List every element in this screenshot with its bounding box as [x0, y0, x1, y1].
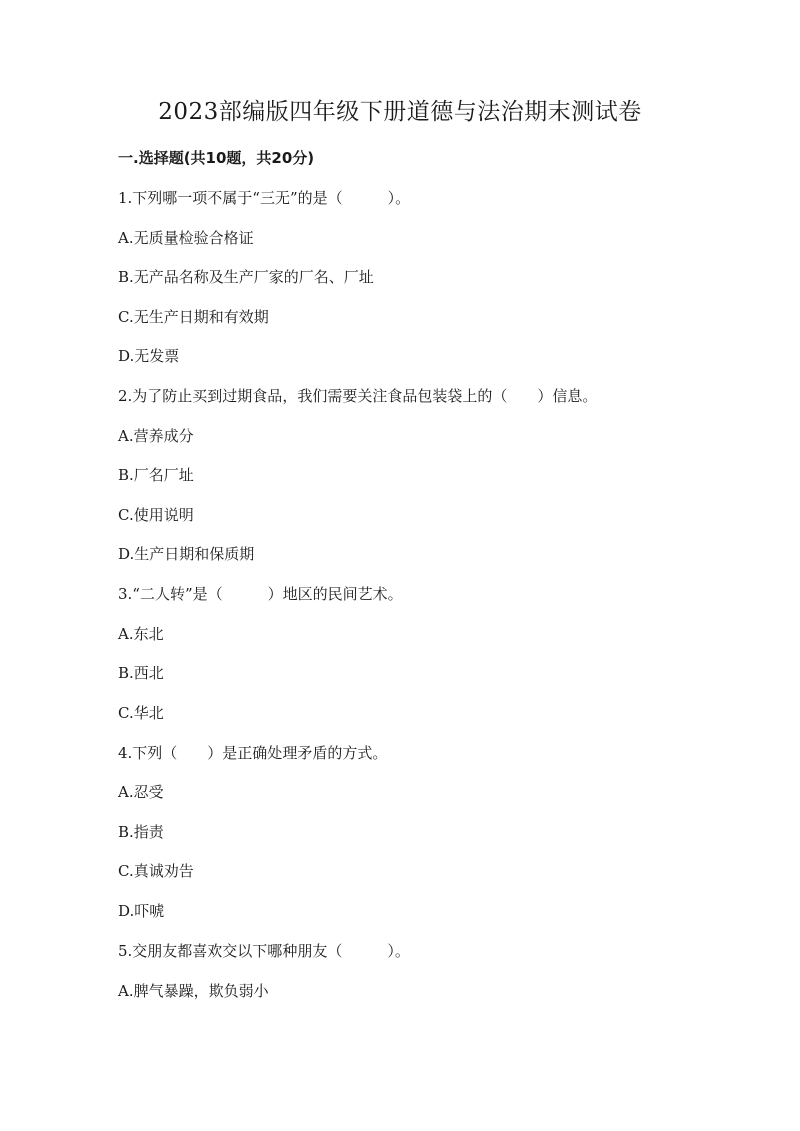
question-1-option-b: B.无产品名称及生产厂家的厂名、厂址: [118, 268, 374, 286]
question-1-stem: 1.下列哪一项不属于“三无”的是（ ）。: [118, 189, 411, 207]
question-4-option-c: C.真诚劝告: [118, 862, 194, 880]
question-4-option-d: D.吓唬: [118, 902, 165, 920]
question-5-option-a: A.脾气暴躁，欺负弱小: [118, 982, 269, 1000]
question-2-option-d: D.生产日期和保质期: [118, 545, 255, 563]
question-4-stem: 4.下列（ ）是正确处理矛盾的方式。: [118, 744, 388, 762]
question-2-stem: 2.为了防止买到过期食品，我们需要关注食品包装袋上的（ ）信息。: [118, 387, 598, 405]
question-5-stem: 5.交朋友都喜欢交以下哪种朋友（ ）。: [118, 942, 410, 960]
question-2-option-a: A.营养成分: [118, 427, 194, 445]
question-1-option-a: A.无质量检验合格证: [118, 229, 254, 247]
question-1-option-c: C.无生产日期和有效期: [118, 308, 269, 326]
question-1-option-d: D.无发票: [118, 347, 180, 365]
question-3-option-c: C.华北: [118, 704, 164, 722]
page-title: 2023部编版四年级下册道德与法治期末测试卷: [158, 99, 642, 125]
question-2-option-b: B.厂名厂址: [118, 466, 194, 484]
question-4-option-b: B.指责: [118, 823, 164, 841]
question-3-option-a: A.东北: [118, 625, 164, 643]
question-3-stem: 3.“二人转”是（ ）地区的民间艺术。: [118, 585, 403, 603]
question-4-option-a: A.忍受: [118, 783, 164, 801]
question-2-option-c: C.使用说明: [118, 506, 194, 524]
question-3-option-b: B.西北: [118, 664, 164, 682]
section-heading: 一.选择题(共10题，共20分): [118, 149, 315, 167]
